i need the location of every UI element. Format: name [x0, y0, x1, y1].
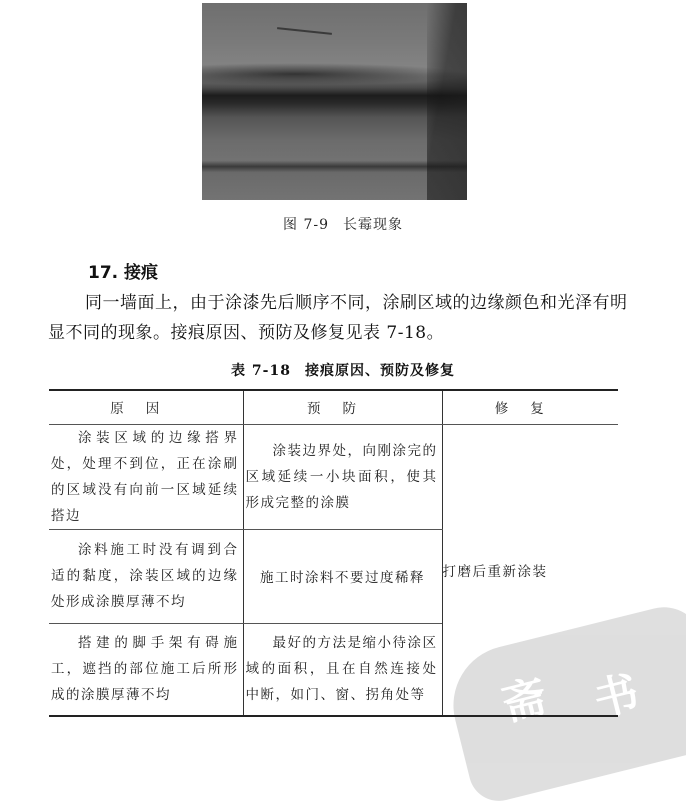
table-number: 表 7-18 — [231, 363, 291, 379]
prevention-cell: 最好的方法是缩小待涂区域的面积，且在自然连接处中断，如门、窗、拐角处等 — [243, 623, 442, 716]
figure-caption — [0, 214, 686, 234]
watermark-glyph: 斋 — [497, 670, 553, 732]
figure-title: 长霉现象 — [343, 217, 403, 233]
wall-crack — [277, 27, 332, 35]
cause-cell: 涂装区域的边缘搭界处，处理不到位，正在涂刷的区域没有向前一区域延续搭边 — [49, 424, 243, 529]
section-paragraph: 同一墙面上，由于涂漆先后顺序不同，涂刷区域的边缘颜色和光泽有明显不同的现象。接痕原因、预防及修复见表 7-18。 — [48, 293, 628, 343]
figure-number: 图 7-9 — [283, 217, 329, 233]
table-title: 接痕原因、预防及修复 — [304, 363, 455, 379]
seam-mark-table — [49, 389, 618, 717]
table-row — [49, 424, 618, 529]
repair-cell: 打磨后重新涂装 — [442, 424, 618, 716]
mildew-photo — [202, 3, 467, 200]
table-caption — [0, 360, 686, 380]
table-header-row — [49, 390, 618, 424]
prevention-cell: 施工时涂料不要过度稀释 — [243, 529, 442, 623]
section-heading: 17. 接痕 — [88, 263, 159, 283]
header-cause: 原因 — [49, 390, 243, 424]
prevention-cell: 涂装边界处，向刚涂完的区域延续一小块面积，使其形成完整的涂膜 — [243, 424, 442, 529]
header-prevention: 预防 — [243, 390, 442, 424]
cause-cell: 搭建的脚手架有碍施工，遮挡的部位施工后所形成的涂膜厚薄不均 — [49, 623, 243, 716]
wall-corner-shadow — [427, 3, 467, 200]
header-repair: 修复 — [442, 390, 618, 424]
cause-cell: 涂料施工时没有调到合适的黏度，涂装区域的边缘处形成涂膜厚薄不均 — [49, 529, 243, 623]
watermark-glyph: 书 — [588, 666, 644, 727]
